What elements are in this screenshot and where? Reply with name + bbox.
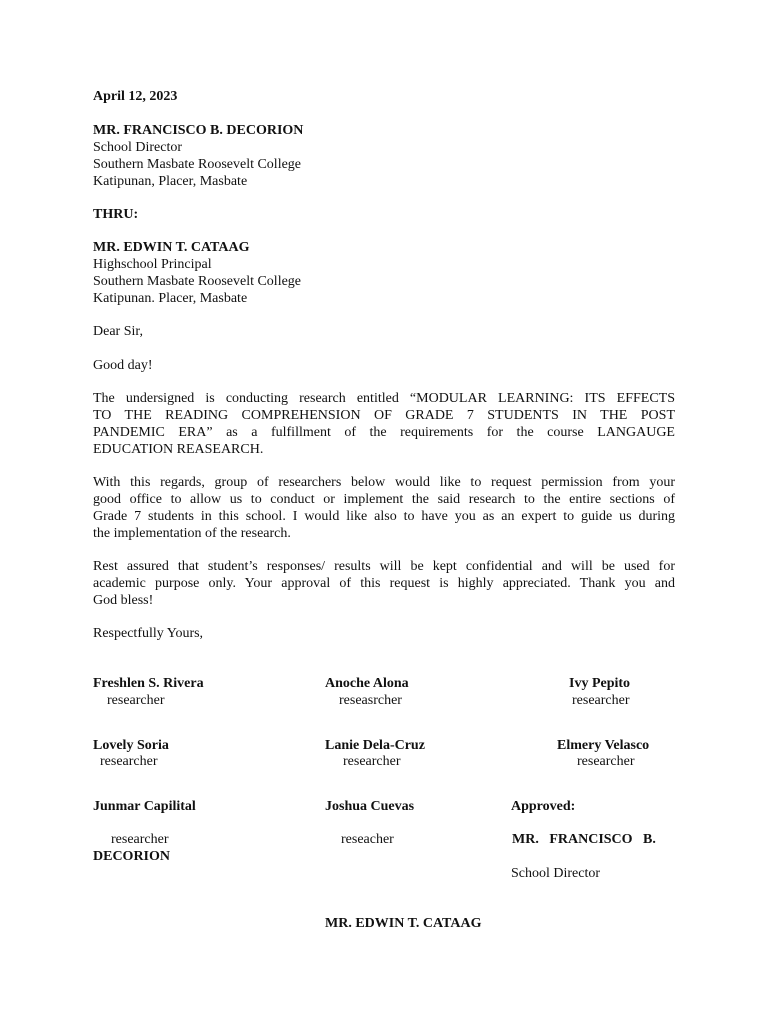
paragraph-line: With this regards, group of researchers below would like to request permission from your — [93, 475, 675, 490]
paragraph-line: God bless! — [93, 593, 154, 608]
signatory-role: reseacher — [341, 832, 394, 847]
recipient-block — [93, 122, 675, 190]
recipient-title: School Director — [93, 140, 183, 155]
signatory-role: researcher — [343, 754, 401, 769]
paragraph-line: PANDEMIC ERA” as a fulfillment of the requirements for the course LANGAUGE — [93, 425, 675, 440]
paragraph-line: Grade 7 students in this school. I would like also to have you as an expert to guide us during — [93, 509, 675, 524]
signatory-role: researcher — [572, 693, 630, 708]
paragraph-line: EDUCATION REASEARCH. — [93, 442, 264, 457]
approved-label: Approved: — [511, 799, 576, 814]
thru-address: Katipunan. Placer, Masbate — [93, 291, 248, 306]
director-title: School Director — [511, 866, 601, 881]
letter-date: April 12, 2023 — [93, 89, 178, 104]
director-name-continued: DECORION — [93, 849, 171, 864]
greeting: Good day! — [93, 358, 153, 373]
recipient-name: MR. FRANCISCO B. DECORION — [93, 123, 304, 138]
signatory-name: Anoche Alona — [325, 676, 409, 691]
body-paragraph-1 — [93, 390, 675, 458]
thru-block — [93, 239, 675, 307]
signatory-role: reseasrcher — [339, 693, 402, 708]
signatory-name: Freshlen S. Rivera — [93, 676, 204, 691]
signatory-role: researcher — [107, 693, 165, 708]
signatory-role: researcher — [100, 754, 158, 769]
thru-school: Southern Masbate Roosevelt College — [93, 274, 302, 289]
signatory-name: Elmery Velasco — [557, 738, 650, 753]
signatory-role: researcher — [111, 832, 169, 847]
recipient-school: Southern Masbate Roosevelt College — [93, 157, 302, 172]
salutation: Dear Sir, — [93, 324, 143, 339]
paragraph-line: Rest assured that student’s responses/ results will be kept confidential and will be used for — [93, 559, 675, 574]
paragraph-line: good office to allow us to conduct or implement the said research to the entire sections of — [93, 492, 675, 507]
signatory-name: Junmar Capilital — [93, 799, 196, 814]
signatory-name: Joshua Cuevas — [325, 799, 415, 814]
paragraph-line: TO THE READING COMPREHENSION OF GRADE 7 STUDENTS IN THE POST — [93, 408, 675, 423]
signatory-name: Ivy Pepito — [569, 676, 631, 691]
paragraph-line: academic purpose only. Your approval of this request is highly appreciated. Thank you and — [93, 576, 675, 591]
paragraph-line: the implementation of the research. — [93, 526, 291, 541]
signatory-role: researcher — [577, 754, 635, 769]
body-paragraph-3 — [93, 558, 675, 609]
thru-name: MR. EDWIN T. CATAAG — [93, 240, 250, 255]
signatory-name: Lovely Soria — [93, 738, 169, 753]
director-name: MR. FRANCISCO B. — [512, 832, 656, 847]
thru-title: Highschool Principal — [93, 257, 212, 272]
signatory-name: Lanie Dela-Cruz — [325, 738, 425, 753]
principal-name: MR. EDWIN T. CATAAG — [325, 916, 482, 931]
thru-label: THRU: — [93, 207, 139, 222]
body-paragraph-2 — [93, 474, 675, 542]
recipient-address: Katipunan, Placer, Masbate — [93, 174, 248, 189]
closing: Respectfully Yours, — [93, 626, 204, 641]
paragraph-line: The undersigned is conducting research entitled “MODULAR LEARNING: ITS EFFECTS — [93, 391, 675, 406]
